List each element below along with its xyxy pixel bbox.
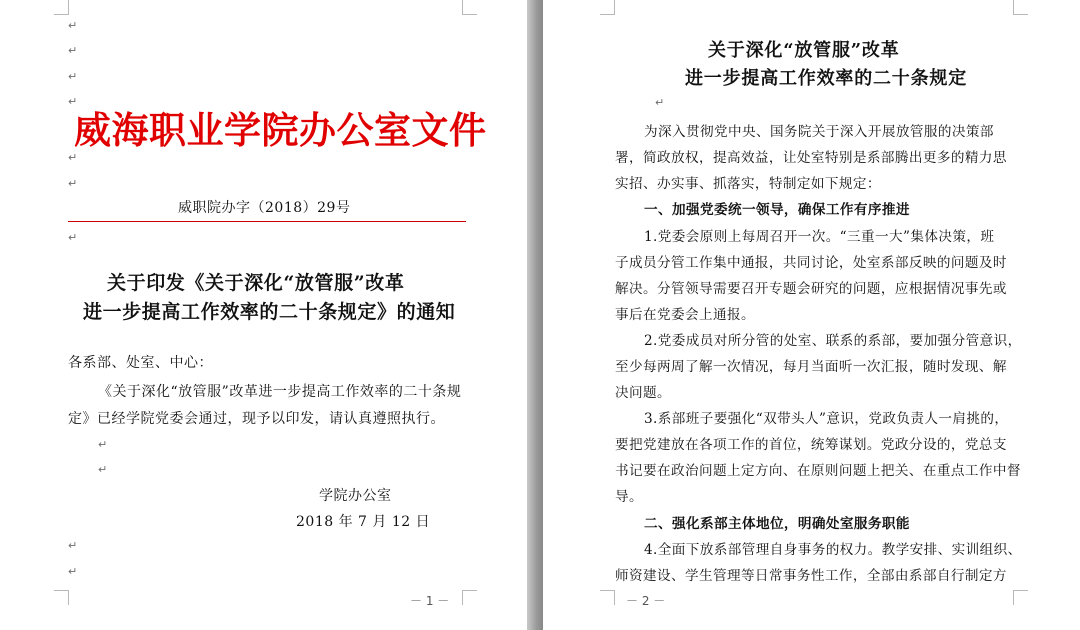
rules-title-line-2: 进一步提高工作效率的二十条规定: [685, 68, 967, 89]
crop-mark-top-left: [54, 0, 69, 15]
rules-line: 1.党委会原则上每周召开一次。“三重一大”集体决策，班: [644, 229, 995, 245]
notice-body-line-2: 定》已经学院党委会通过，现予以印发，请认真遵照执行。: [68, 411, 445, 427]
rules-line: 2.党委成员对所分管的处室、联系的系部，要加强分管意识，: [644, 333, 1022, 349]
rules-line: 书记要在政治问题上定方向、在原则问题上把关、在重点工作中督: [615, 463, 1021, 479]
paragraph-mark: ↵: [68, 231, 78, 244]
page-2: [543, 0, 1080, 630]
issue-date: 2018 年 7 月 12 日: [296, 514, 431, 530]
section-heading-1: 一、加强党委统一领导，确保工作有序推进: [644, 202, 910, 218]
page-1: [0, 0, 527, 630]
crop-mark-bottom-left: [600, 590, 615, 605]
crop-mark-bottom-left: [54, 590, 69, 605]
paragraph-mark: ↵: [68, 70, 78, 83]
rules-line: 3.系部班子要强化“双带头人”意识，党政负责人一肩挑的，: [644, 411, 1009, 427]
rules-line: 解决。分管领导需要召开专题会研究的问题，应根据情况事先或: [615, 281, 1007, 297]
paragraph-mark: ↵: [68, 95, 78, 108]
issuer-signature: 学院办公室: [319, 488, 392, 504]
paragraph-mark: ↵: [68, 44, 78, 57]
rules-line: 导。: [615, 489, 643, 505]
red-letterhead-heading: 威海职业学院办公室文件: [74, 108, 487, 152]
rules-line: 实招、办实事、抓落实，特制定如下规定：: [615, 176, 881, 192]
rules-line: 事后在党委会上通报。: [615, 307, 755, 323]
notice-title-line-1: 关于印发《关于深化“放管服”改革: [107, 272, 405, 294]
rules-title-line-1: 关于深化“放管服”改革: [708, 40, 900, 61]
crop-mark-top-right: [1013, 0, 1028, 15]
red-divider-line: [68, 221, 466, 222]
paragraph-mark: ↵: [68, 151, 78, 164]
paragraph-mark: ↵: [98, 463, 108, 476]
salutation: 各系部、处室、中心：: [68, 355, 213, 371]
paragraph-mark: ↵: [68, 177, 78, 190]
paragraph-mark: ↵: [98, 438, 108, 451]
page-number-1: － 1 －: [410, 594, 450, 608]
crop-mark-bottom-right: [462, 590, 477, 605]
notice-body-line-1: 《关于深化“放管服”改革进一步提高工作效率的二十条规: [98, 384, 462, 400]
rules-line: 要把党建放在各项工作的首位，统筹谋划。党政分设的，党总支: [615, 437, 1007, 453]
page-number-2: － 2 －: [626, 594, 666, 608]
rules-line: 为深入贯彻党中央、国务院关于深入开展放管服的决策部: [644, 124, 994, 140]
rules-line: 子成员分管工作集中通报，共同讨论，处室系部反映的问题及时: [615, 255, 1007, 271]
paragraph-mark: ↵: [655, 96, 665, 109]
section-heading-2: 二、强化系部主体地位，明确处室服务职能: [644, 516, 910, 532]
rules-line: 师资建设、学生管理等日常事务性工作，全部由系部自行制定方: [615, 568, 1007, 584]
page-gap: [527, 0, 543, 630]
rules-line: 决问题。: [615, 385, 671, 401]
rules-line: 至少每两周了解一次情况，每月当面听一次汇报，随时发现、解: [615, 359, 1007, 375]
notice-title-line-2: 进一步提高工作效率的二十条规定》的通知: [83, 301, 456, 323]
crop-mark-top-left: [600, 0, 615, 15]
rules-line: 署，简政放权，提高效益，让处室特别是系部腾出更多的精力思: [615, 150, 1007, 166]
document-number: 威职院办字（2018）29号: [178, 200, 351, 216]
rules-line: 4.全面下放系部管理自身事务的权力。教学安排、实训组织、: [644, 542, 1022, 558]
paragraph-mark: ↵: [68, 19, 78, 32]
paragraph-mark: ↵: [68, 565, 78, 578]
crop-mark-bottom-right: [1013, 590, 1028, 605]
paragraph-mark: ↵: [68, 539, 78, 552]
crop-mark-top-right: [462, 0, 477, 15]
